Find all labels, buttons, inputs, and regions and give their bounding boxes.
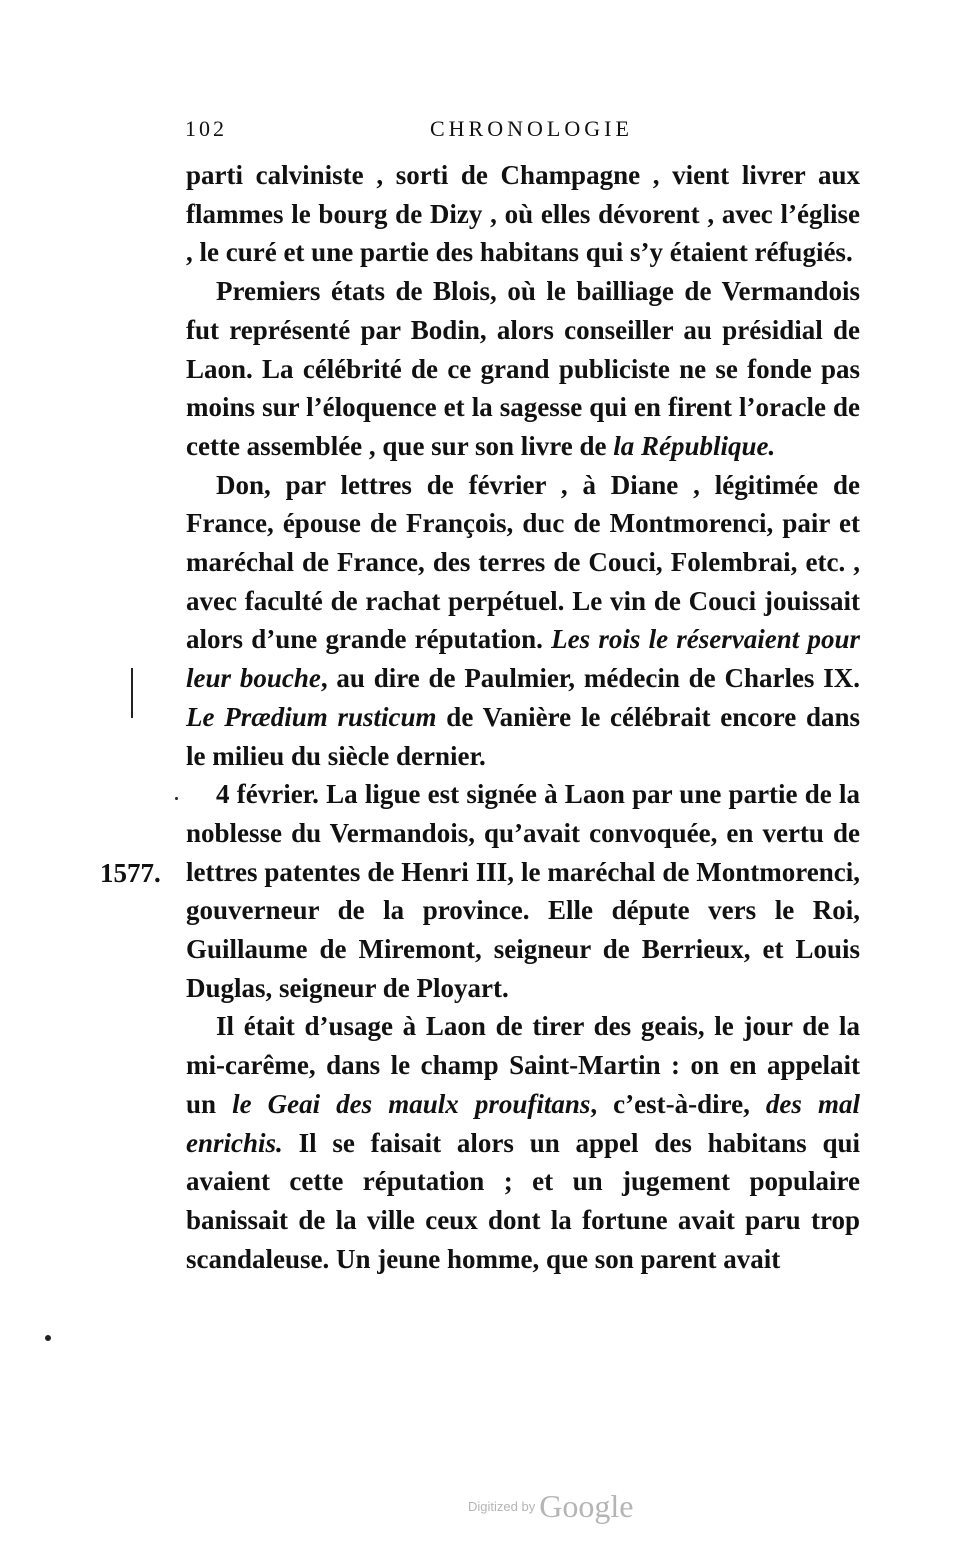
paragraph-3-italic-a: Les rois le réservaient pour leur bouche [186, 624, 860, 694]
google-logo: Google [539, 1488, 634, 1524]
paragraph-1-text: parti calviniste , sorti de Champagne , vient livrer aux flammes le bourg de Dizy , où elles dévorent , avec l’église , le curé et une partie des habitans qui s’y étaient réfugiés. [186, 160, 860, 268]
body-text [186, 156, 860, 1278]
paragraph-5-italic-b: des mal enrichis. [186, 1088, 860, 1158]
paragraph-3-text-c: de Vanière le célébrait encore dans le milieu du siècle dernier. [186, 701, 861, 771]
paragraph-2 [186, 272, 860, 466]
paragraph-2-text: Premiers états de Blois, où le bailliage de Vermandois fut représenté par Bodin, alors conseiller au présidial de Laon. La célébrité de ce grand publiciste ne se fonde pas moins sur l’éloquence et la sagesse qui en firent l’oracle de cette assemblée , que sur son livre de [186, 276, 860, 461]
margin-year: 1577. [100, 858, 161, 888]
paragraph-5-text-b: , c’est-à-dire, [590, 1088, 766, 1119]
page-header [185, 116, 825, 150]
margin-bracket-mark [131, 668, 133, 718]
paragraph-5-text-c: Il se faisait alors un appel des habitans qui avaient cette réputation ; et un jugement populaire banissait de la ville ceux dont la fortune avait paru trop scandaleuse. Un jeune homme, que son parent avait [186, 1127, 860, 1274]
paragraph-5-italic-a: le Geai des maulx proufitans [232, 1088, 591, 1119]
paragraph-3-italic-b: Le Prædium rusticum [186, 701, 437, 732]
ink-dot-mark [45, 1335, 51, 1341]
paragraph-3-text-a: Don, par lettres de février , à Diane , légitimée de France, épouse de François, duc de Montmorenci, pair et maréchal de France, des terres de Couci, Folembrai, etc. , avec faculté de rachat perpétuel. Le vin de Couci jouissait alors d’une grande réputation. [186, 469, 860, 655]
paragraph-5 [186, 1007, 860, 1278]
page-number: 102 [185, 116, 227, 141]
paragraph-1 [186, 156, 860, 272]
digitized-by-label: Digitized by [468, 1499, 536, 1514]
paragraph-5-text-a: Il était d’usage à Laon de tirer des geais, le jour de la mi-carême, dans le champ Saint-Martin : on en appelait un [186, 1011, 860, 1119]
paragraph-4-text: 4 février. La ligue est signée à Laon par une partie de la noblesse du Vermandois, qu’avait convoquée, en vertu de lettres patentes de Henri III, le maréchal de Montmorenci, gouverneur de la province. Elle députe vers le Roi, Guillaume de Miremont, seigneur de Berrieux, et Louis Duglas, seigneur de Ployart. [186, 779, 860, 1003]
paragraph-2-italic: la République. [613, 430, 776, 461]
paragraph-3 [186, 466, 860, 776]
running-head: CHRONOLOGIE [430, 116, 633, 141]
paragraph-3-text-b: , au dire de Paulmier, médecin de Charles IX. [320, 663, 861, 694]
paragraph-4 [186, 775, 860, 1007]
ink-dot-mark-small [175, 797, 178, 800]
digitized-footer [468, 1488, 668, 1528]
